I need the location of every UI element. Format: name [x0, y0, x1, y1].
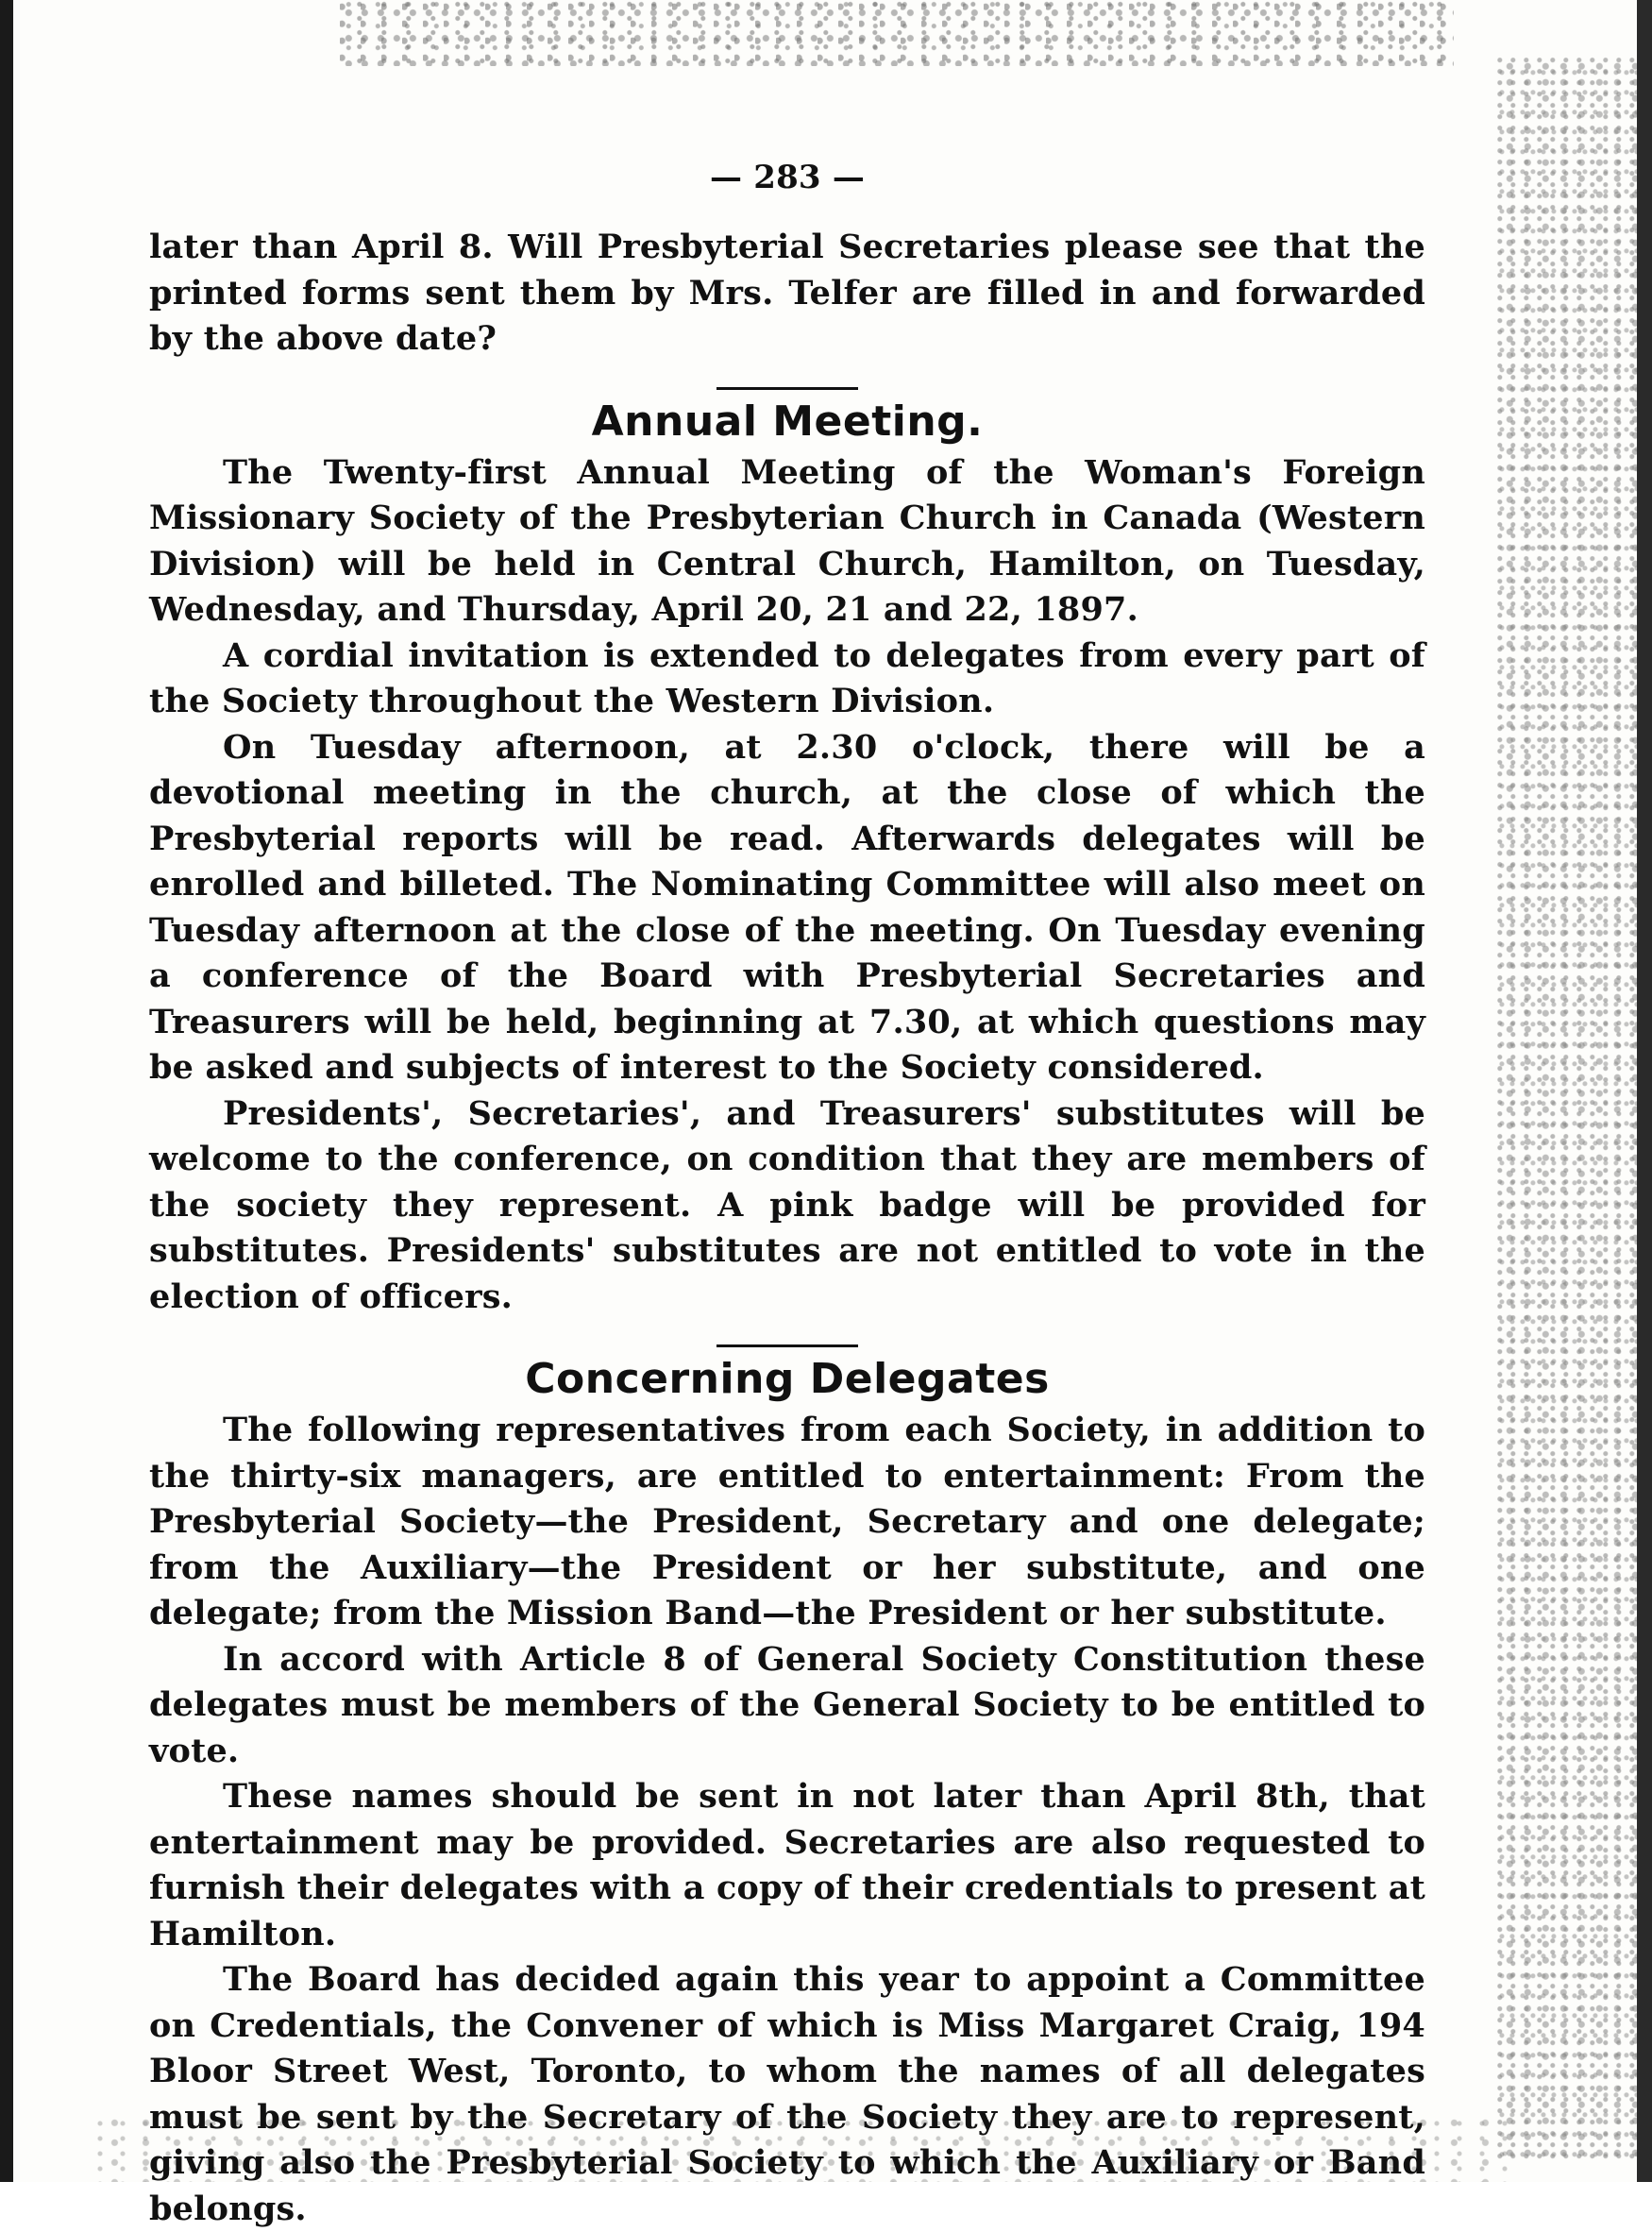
delegates-paragraph: The following representatives from each Society, in addition to the thirty-six managers, are entitled to entertainment: From the Presbyterial Society—the President, Secretary and one delegate; from the Auxiliary—the President or her substitute, and one delegate; from the Mission Band—the President or her substitute. — [149, 1411, 1425, 1632]
annual-meeting-paragraph: A cordial invitation is extended to delegates from every part of the Society throughout the Western Division. — [149, 635, 1425, 720]
intro-paragraph: later than April 8. Will Presbyterial Secretaries please see that the printed forms sent them by Mrs. Telfer are filled in and forwarded by the above date? — [149, 228, 1425, 358]
annual-meeting-paragraph: On Tuesday afternoon, at 2.30 o'clock, there will be a devotional meeting in the church, at the close of which the Presbyterial reports will be read. Afterwards delegates will be enrolled and billeted. The Nominating Committee will also meet on Tuesday afternoon at the close of the meeting. On Tuesday evening a conference of the Board with Presbyterial Secretaries and Treasurers will be held, beginning at 7.30, at which questions may be asked and subjects of interest to the Society considered. — [149, 727, 1425, 1087]
scan-left-edge — [0, 0, 13, 2182]
scan-noise-right — [1497, 57, 1639, 2162]
scan-right-edge — [1637, 0, 1652, 2182]
section-heading-annual-meeting: Annual Meeting. — [591, 397, 984, 446]
page-number: — 283 — — [709, 159, 866, 196]
page-content — [149, 159, 1425, 2232]
section-divider — [716, 387, 858, 390]
delegates-paragraph: These names should be sent in not later than April 8th, that entertainment may be provided. Secretaries are also requested to furnish their delegates with a copy of their credentials to present at Hamilton. — [149, 1777, 1425, 1953]
section-heading-concerning-delegates: Concerning Delegates — [525, 1355, 1050, 1403]
scan-noise-top — [340, 0, 1454, 66]
delegates-paragraph: The Board has decided again this year to appoint a Committee on Credentials, the Convener of which is Miss Margaret Craig, 194 Bloor Street West, Toronto, to whom the names of all delegates must be sent by the Secretary of the Society they are to represent, giving also the Presbyterial Society to which the Auxiliary or Band belongs. — [149, 1960, 1425, 2228]
annual-meeting-paragraph: Presidents', Secretaries', and Treasurers' substitutes will be welcome to the conference, on condition that they are members of the society they represent. A pink badge will be provided for substitutes. Presidents' substitutes are not entitled to vote in the election of officers. — [149, 1093, 1425, 1316]
section-divider — [716, 1344, 858, 1347]
annual-meeting-paragraph: The Twenty-first Annual Meeting of the Woman's Foreign Missionary Society of the Presbyterian Church in Canada (Western Division) will be held in Central Church, Hamilton, on Tuesday, Wednesday, and Thursday, April 20, 21 and 22, 1897. — [149, 452, 1425, 629]
delegates-paragraph: In accord with Article 8 of General Society Constitution these delegates must be members of the General Society to be entitled to vote. — [149, 1639, 1425, 1770]
